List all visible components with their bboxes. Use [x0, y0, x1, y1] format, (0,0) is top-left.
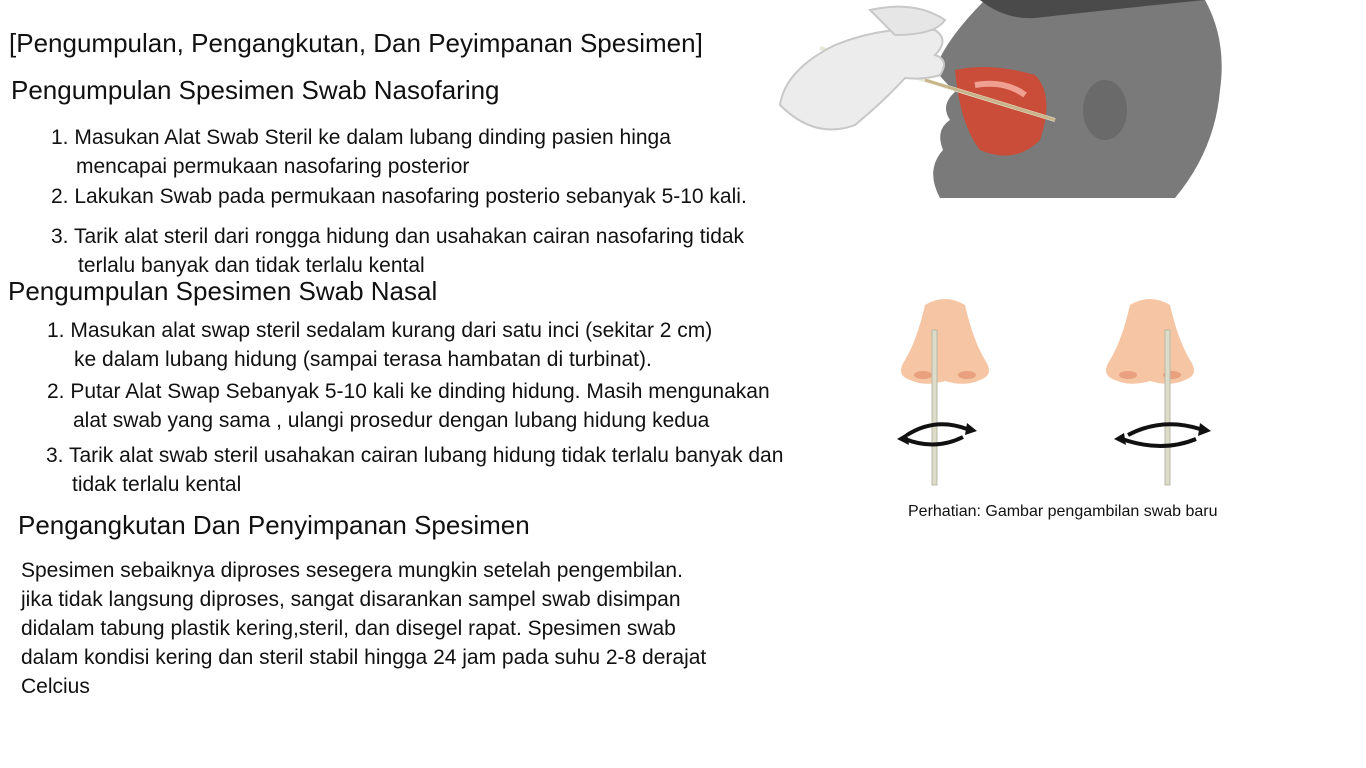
nasal-item-3-line1: 3. Tarik alat swab steril usahakan cairan lubang hidung tidak terlalu banyak dan — [46, 444, 784, 467]
nasofaring-item-1-line1: 1. Masukan Alat Swab Steril ke dalam lubang dinding pasien hinga — [51, 126, 671, 149]
figure-caption: Perhatian: Gambar pengambilan swab baru — [908, 503, 1218, 520]
page-title: [Pengumpulan, Pengangkutan, Dan Peyimpanan Spesimen] — [9, 28, 703, 58]
swab-stick — [932, 330, 937, 485]
ear-shape — [1083, 80, 1127, 140]
rotation-arrow-icon — [1122, 439, 1196, 446]
heading-transport: Pengangkutan Dan Penyimpanan Spesimen — [18, 510, 530, 540]
nostril-left — [914, 371, 932, 379]
nasal-item-1-line1: 1. Masukan alat swap steril sedalam kurang dari satu inci (sekitar 2 cm) — [47, 319, 713, 342]
rotation-arrow-icon — [1128, 424, 1200, 435]
transport-line: dalam kondisi kering dan steril stabil hingga 24 jam pada suhu 2-8 derajat — [21, 646, 707, 669]
transport-paragraph — [21, 556, 706, 701]
nasofaring-item-1-line2: mencapai permukaan nasofaring posterior — [76, 155, 470, 178]
heading-nasofaring: Pengumpulan Spesimen Swab Nasofaring — [11, 75, 500, 105]
nasal-item-1-line2: ke dalam lubang hidung (sampai terasa hambatan di turbinat). — [74, 348, 652, 371]
nasal-item-2-line2: alat swab yang sama , ulangi prosedur dengan lubang hidung kedua — [73, 409, 710, 432]
nose-shape — [1106, 299, 1194, 384]
transport-line: Spesimen sebaiknya diproses sesegera mungkin setelah pengembilan. — [21, 559, 683, 582]
nasal-item-3-line2: tidak terlalu kental — [72, 473, 242, 496]
nose-shape — [901, 299, 989, 384]
nasofaring-item-3-line2: terlalu banyak dan tidak terlalu kental — [78, 254, 425, 277]
transport-line: Celcius — [21, 675, 90, 698]
nasal-item-2-line1: 2. Putar Alat Swap Sebanyak 5-10 kali ke dinding hidung. Masih mengunakan — [47, 380, 770, 403]
nasal-swab-illustration-2 — [1090, 295, 1215, 490]
arrowhead-icon — [897, 433, 909, 445]
arrowhead-icon — [965, 423, 977, 435]
swab-stick — [1165, 330, 1170, 485]
nasopharyngeal-swab-illustration — [775, 0, 1225, 200]
arrowhead-icon — [1114, 433, 1126, 445]
nostril-right — [958, 371, 976, 379]
nostril-left — [1119, 371, 1137, 379]
transport-line: didalam tabung plastik kering,steril, dan disegel rapat. Spesimen swab — [21, 617, 676, 640]
arrowhead-icon — [1198, 423, 1211, 436]
nasofaring-item-2-line1: 2. Lakukan Swab pada permukaan nasofaring posterio sebanyak 5-10 kali. — [51, 185, 747, 208]
transport-line: jika tidak langsung diproses, sangat disarankan sampel swab disimpan — [21, 588, 681, 611]
nasal-swab-illustration-1 — [885, 295, 1005, 490]
heading-nasal: Pengumpulan Spesimen Swab Nasal — [8, 276, 438, 306]
gloved-hand — [780, 29, 944, 130]
nasofaring-item-3-line1: 3. Tarik alat steril dari rongga hidung dan usahakan cairan nasofaring tidak — [51, 225, 745, 248]
